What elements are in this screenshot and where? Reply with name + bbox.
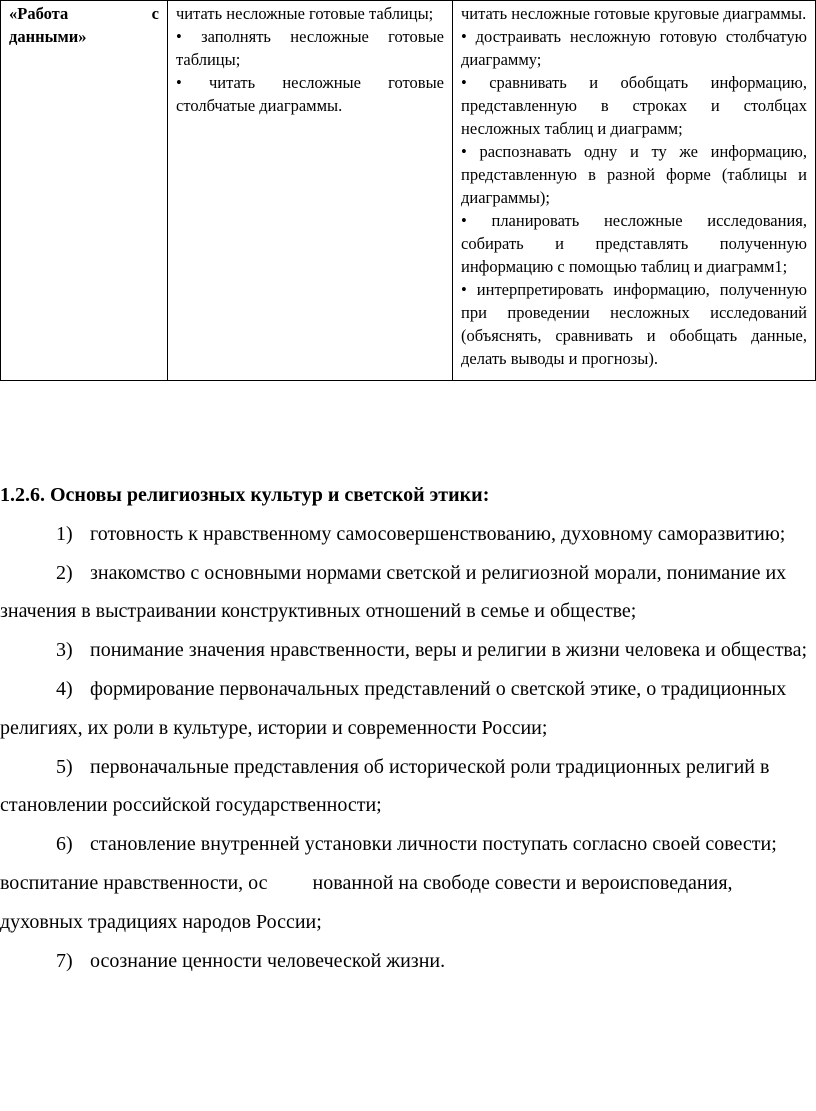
- table-cell-advanced-skills: [453, 1, 816, 381]
- list-item: [0, 942, 812, 981]
- item-number: 4): [56, 677, 73, 700]
- skills-table: [0, 0, 816, 381]
- cell-line: читать несложные готовые круговые диаграммы.: [461, 4, 807, 23]
- list-item: [0, 670, 812, 748]
- item-text: знакомство с основными нормами светской и религиозной морали, понимание их значения в выстраивании конструктивных отношений в семье и обществе;: [0, 561, 787, 623]
- cell-line: • читать несложные готовые столбчатые диаграммы.: [176, 73, 444, 115]
- list-item: [0, 554, 812, 632]
- list-item: [0, 631, 812, 670]
- item-number: 6): [56, 833, 73, 856]
- table-row: [1, 1, 816, 381]
- list-item: [0, 748, 812, 826]
- item-number: 5): [56, 755, 73, 778]
- item-text: осознание ценности человеческой жизни.: [90, 949, 446, 972]
- religious-culture-section: [0, 474, 812, 980]
- item-number: 1): [56, 522, 73, 545]
- table-cell-category: [1, 1, 168, 381]
- cell-line: • заполнять несложные готовые таблицы;: [176, 27, 444, 69]
- list-item: [0, 825, 812, 941]
- section-heading: 1.2.6. Основы религиозных культур и светской этики:: [0, 484, 490, 506]
- item-number: 3): [56, 639, 73, 662]
- cell-line: читать несложные готовые таблицы;: [176, 4, 434, 23]
- item-number: 2): [56, 561, 73, 584]
- item-text: готовность к нравственному самосовершенствованию, духовному саморазвитию;: [90, 522, 786, 545]
- cell-line: • распознавать одну и ту же информацию, представленную в разной форме (таблицы и диаграммы);: [461, 142, 807, 207]
- cell-line: • интерпретировать информацию, полученную при проведении несложных исследований (объяснять, сравнивать и обобщать данные, делать выводы и прогнозы).: [461, 280, 807, 368]
- cell-line: • сравнивать и обобщать информацию, представленную в строках и столбцах несложных таблиц и диаграмм;: [461, 73, 807, 138]
- item-text: первоначальные представления об исторической роли традиционных религий в становлении российской государственности;: [0, 755, 770, 817]
- cell-line: • достраивать несложную готовую столбчатую диаграмму;: [461, 27, 807, 69]
- table-cell-basic-skills: [168, 1, 453, 381]
- category-label: «Работа с данными»: [9, 4, 159, 46]
- item-text: понимание значения нравственности, веры и религии в жизни человека и общества;: [90, 639, 808, 662]
- list-item: [0, 515, 812, 554]
- item-text: становление внутренней установки личности поступать согласно своей совести; воспитание нравственности, ос нованной на свободе совести и вероисповедания, духовных традициях народов России;: [0, 833, 782, 933]
- cell-line: • планировать несложные исследования, собирать и представлять полученную информацию с помощью таблиц и диаграмм1;: [461, 211, 807, 276]
- item-text: формирование первоначальных представлений о светской этике, о традиционных религиях, их роли в культуре, истории и современности России;: [0, 677, 787, 739]
- item-number: 7): [56, 949, 73, 972]
